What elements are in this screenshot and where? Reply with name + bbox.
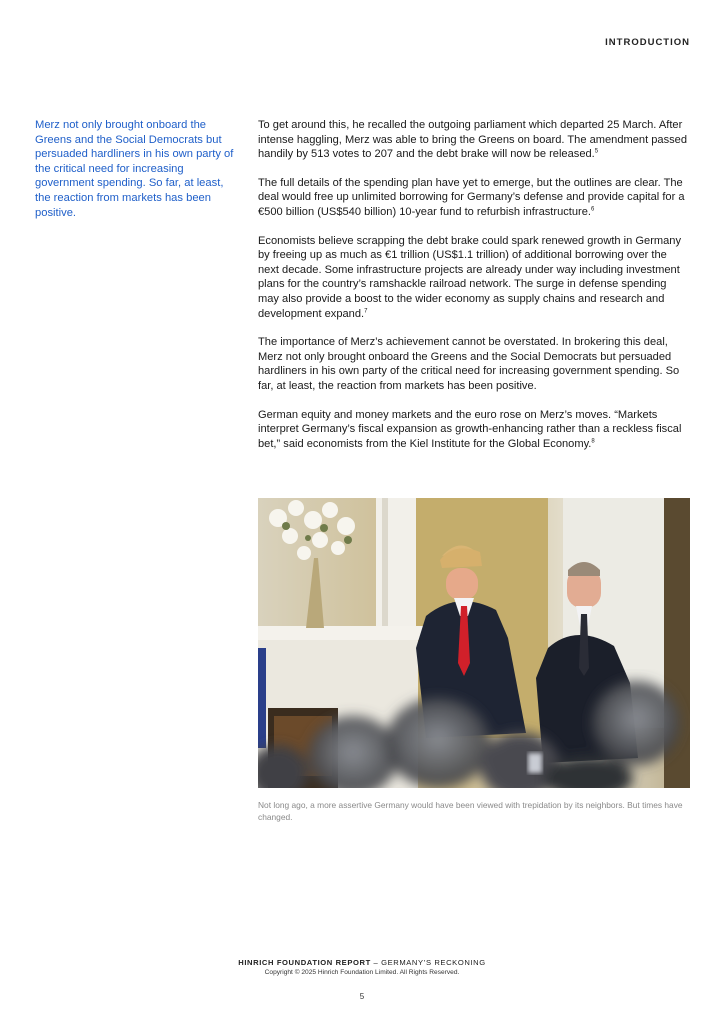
paragraph-text: The full details of the spending plan have yet to emerge, but the outlines are clear. The deal would free up unlimited borrowing for Germany’s defense and provide capital for a €500 billion (US$540 billion) 10-year fund to refurbish infrastructure.	[258, 176, 685, 218]
paragraph-text: The importance of Merz’s achievement cannot be overstated. In brokering this deal, Merz not only brought onboard the Greens and the Social Democrats but persuaded hardliners in his own party of the critical need for increasing government spending. So far, at least, the reaction from markets has been positive.	[258, 336, 680, 392]
body-paragraph	[258, 408, 690, 452]
body-paragraph	[258, 234, 690, 322]
section-label: INTRODUCTION	[605, 37, 690, 48]
body-paragraph	[258, 176, 690, 220]
photo-caption: Not long ago, a more assertive Germany would have been viewed with trepidation by its neighbors. But times have changed.	[258, 800, 683, 822]
footer-separator: –	[370, 958, 382, 967]
body-paragraph	[258, 118, 690, 162]
footer-report-title	[0, 958, 724, 967]
body-column	[258, 118, 690, 465]
footnote-ref[interactable]: 5	[594, 148, 599, 155]
footer-copyright: Copyright © 2025 Hinrich Foundation Limited. All Rights Reserved.	[264, 969, 460, 976]
news-photo	[258, 498, 690, 788]
page-number: 5	[359, 992, 365, 1001]
footer-report-name: HINRICH FOUNDATION REPORT	[238, 958, 371, 967]
footer-report-subtitle: GERMANY’S RECKONING	[381, 958, 486, 967]
body-paragraph	[258, 335, 690, 393]
paragraph-text: Economists believe scrapping the debt brake could spark renewed growth in Germany by freeing up as much as €1 trillion (US$1.1 trillion) of additional borrowing over the next decade. Some infrastructure projects are already under way including investment plans for the country’s ramshackle railroad network. The surge in defense spending may also provide a boost to the wider economy as supply chains and research and development expand.	[258, 234, 682, 320]
footnote-ref[interactable]: 7	[364, 307, 368, 314]
footnote-ref[interactable]: 6	[591, 206, 595, 213]
footnote-ref[interactable]: 8	[591, 438, 595, 444]
paragraph-text: To get around this, he recalled the outgoing parliament which departed 25 March. After intense haggling, Merz was able to bring the Greens on board. The amendment passed handily by 513 votes to 207 and the debt brake will now be released.	[258, 119, 688, 161]
paragraph-text: German equity and money markets and the euro rose on Merz’s moves. “Markets interpret Germany’s fiscal expansion as growth-enhancing rather than a reckless fiscal bet,” said economists from the Kiel Institute for the Global Economy.	[258, 408, 682, 450]
pull-quote: Merz not only brought onboard the Greens and the Social Democrats but persuaded hardliners in his own party of the critical need for increasing government spending. So far, at least, the reaction from markets has been positive.	[35, 119, 234, 219]
